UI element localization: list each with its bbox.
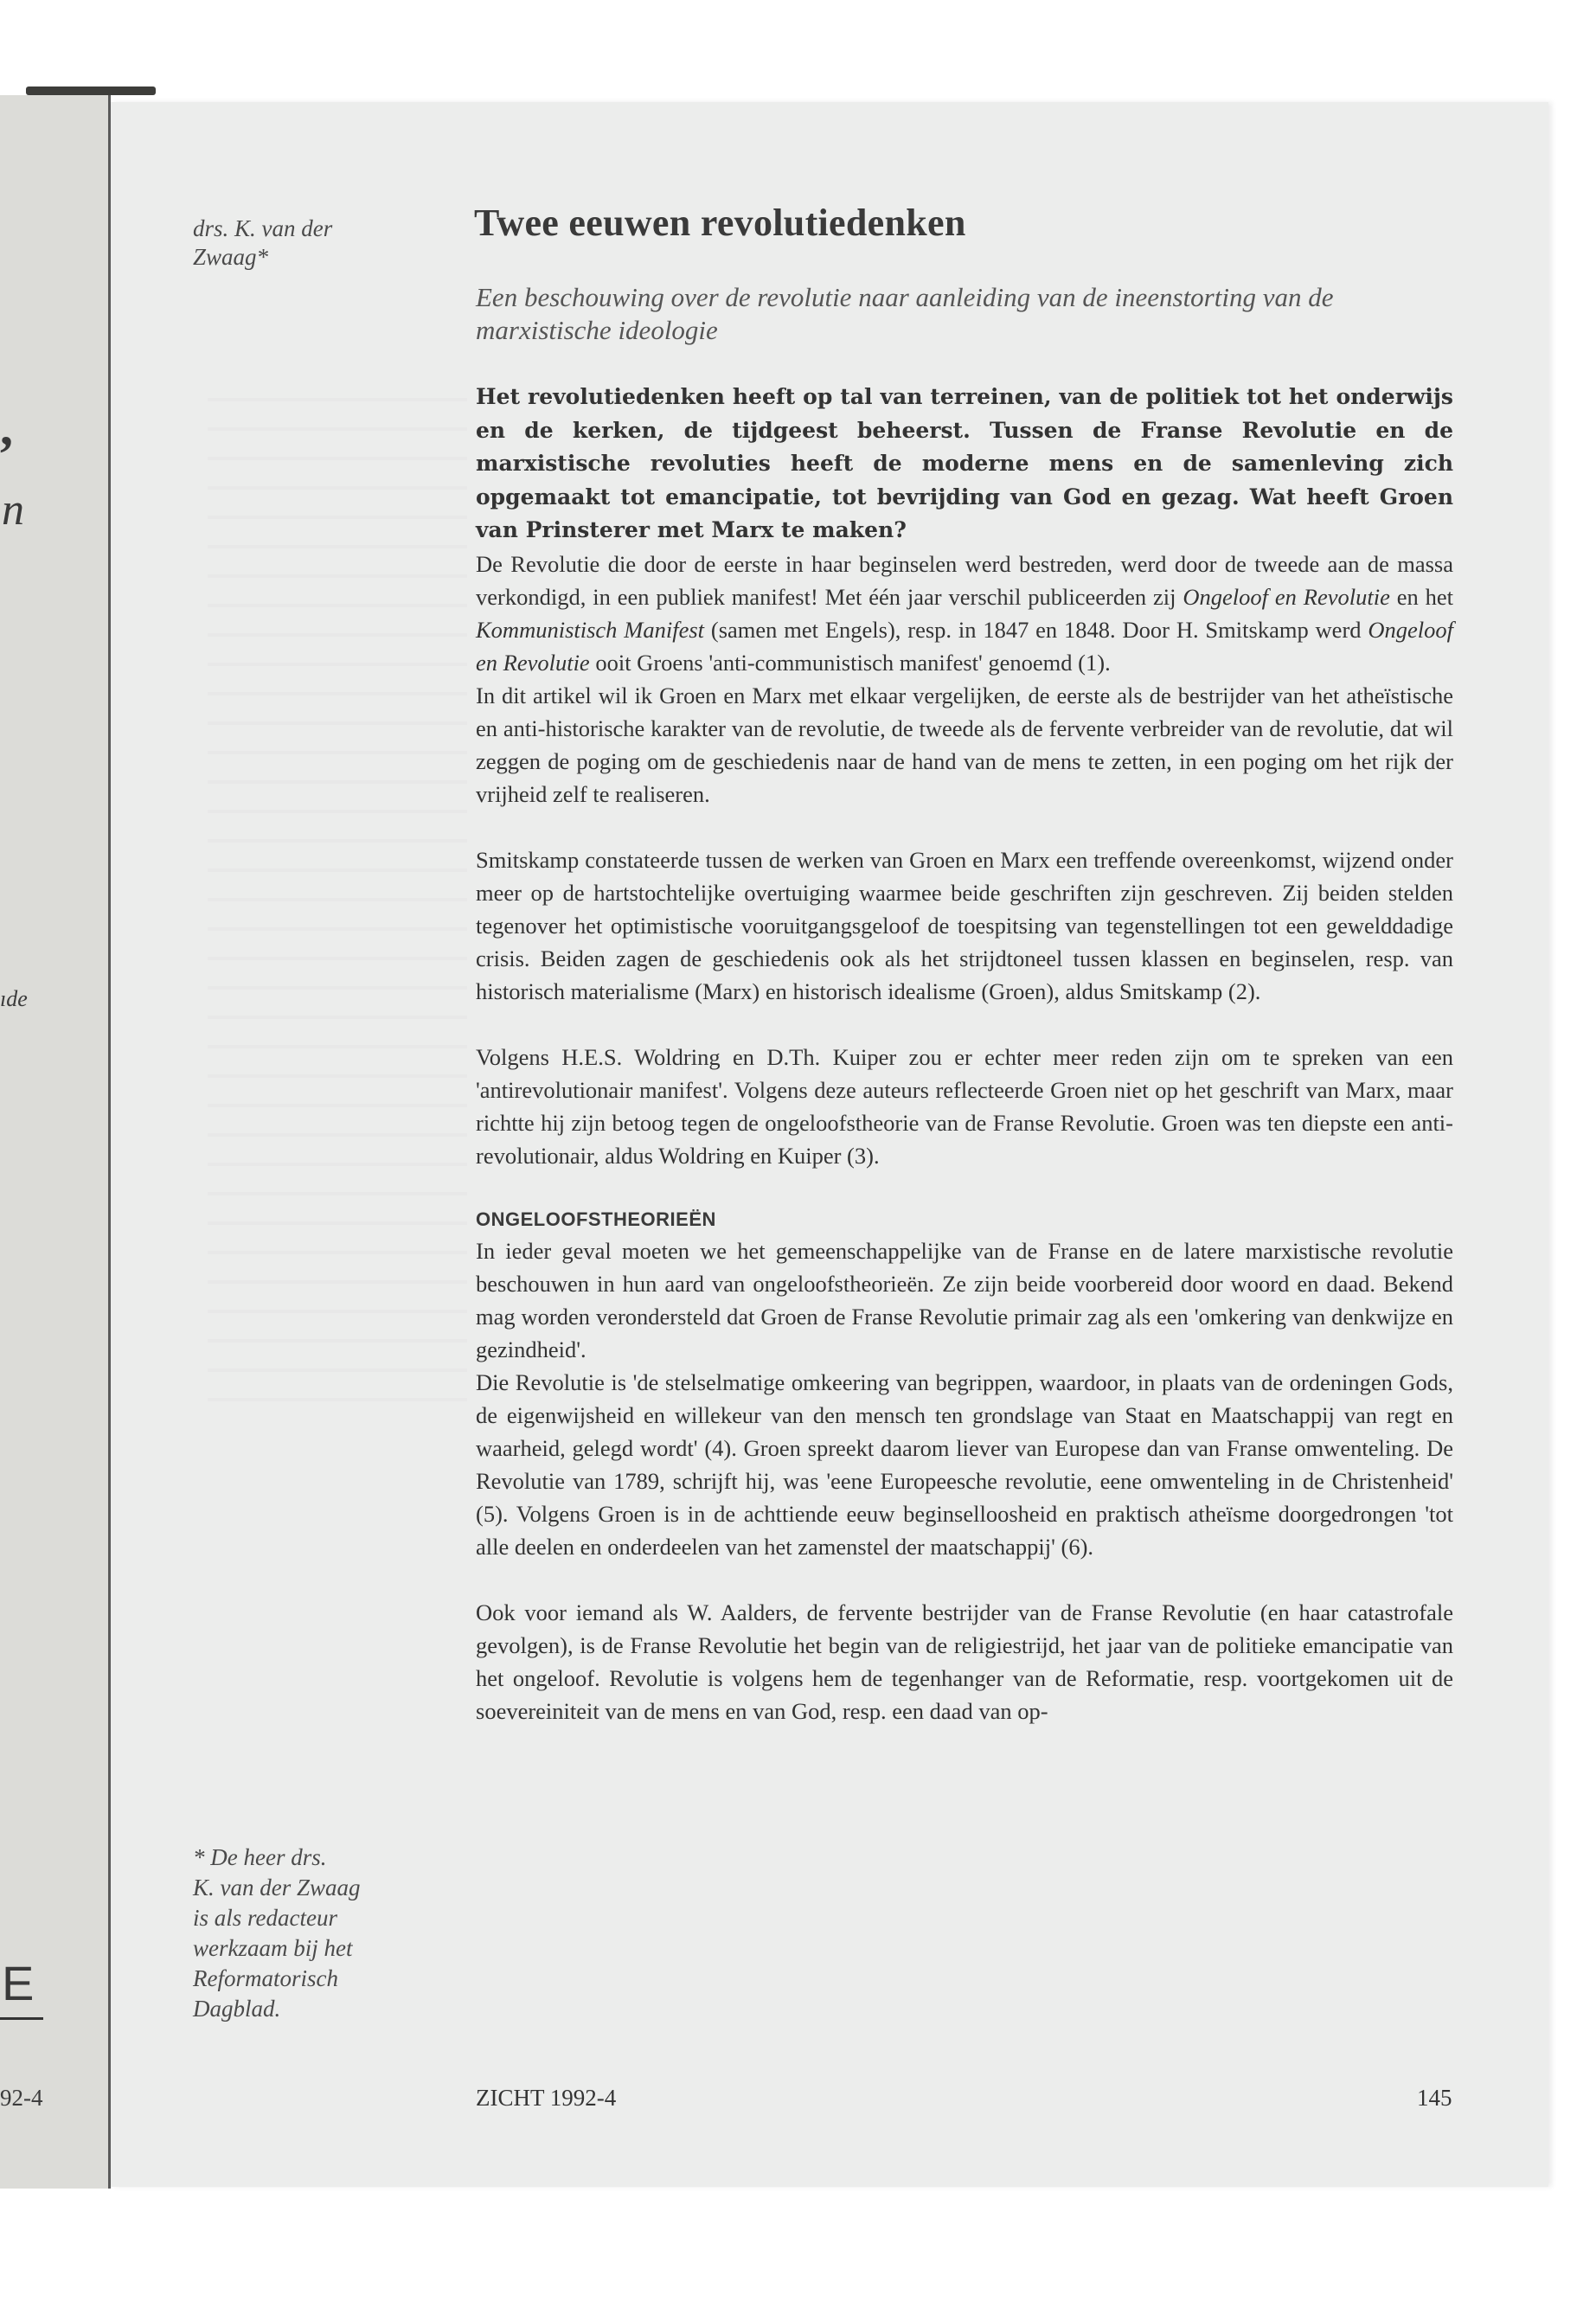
paragraph-5: In ieder geval moeten we het gemeenschappelijke van de Franse en de latere marxistische revolutie beschouwen in hun aard van ongeloofstheorieën. Ze zijn beide voorbereid door woord en daad. Bekend mag worden verondersteld dat Groen de Franse Revolutie primair zag als een 'omkering van denkwijze en gezindheid'. xyxy=(476,1237,1453,1362)
show-through xyxy=(208,372,467,1410)
paragraph-4: Volgens H.E.S. Woldring en D.Th. Kuiper zou er echter meer reden zijn om te spreken van een 'antirevolutionair manifest'. Volgens deze auteurs reflecteerde Groen niet op het geschrift van Marx, maar richtte hij zijn betoog tegen de ongeloofstheorie van de Franse Revolutie. Groen was ten diepste een anti-revolutionair, aldus Woldring en Kuiper (3). xyxy=(476,1043,1453,1169)
left-fragment-3: E xyxy=(2,1956,35,2010)
author-byline xyxy=(193,215,332,272)
left-fragment-4: 92-4 xyxy=(0,2085,43,2111)
article-body xyxy=(476,381,1453,1727)
article-subtitle: Een beschouwing over de revolutie naar aanleiding van de ineenstorting van de marxistische ideologie xyxy=(476,282,1334,345)
author-line-1: drs. K. van der xyxy=(193,215,333,241)
author-line-2: Zwaag* xyxy=(193,244,269,270)
article-title: Twee eeuwen revolutiedenken xyxy=(474,202,966,244)
author-footnote xyxy=(193,1843,361,2024)
paragraph-1: De Revolutie die door de eerste in haar beginselen werd bestreden, werd door de tweede aan de massa verkondigd, in een publiek manifest! Met één jaar verschil publiceerden zij Ongeloof en Revolutie en het Kommunistisch Manifest (samen met Engels), resp. in 1847 en 1848. Door H. Smitskamp werd Ongeloof en Revolutie ooit Groens 'anti-communistisch manifest' genoemd (1). xyxy=(476,550,1453,676)
left-fragment-2: ıde xyxy=(0,986,28,1011)
footnote-line: Dagblad. xyxy=(193,1996,281,2022)
journal-footer: ZICHT 1992-4 xyxy=(476,2085,617,2111)
left-page-edge: , n ıde E 92-4 xyxy=(0,95,111,2189)
paragraph-7: Ook voor iemand als W. Aalders, de fervente bestrijder van de Franse Revolutie (en haar catastrofale gevolgen), is de Franse Revolutie het begin van de religiestrijd, het jaar van de politieke emancipatie van het ongeloof. Revolutie is volgens hem de tegenhanger van de Reformatie, resp. voortgekomen uit de soevereiniteit van de mens en van God, resp. een daad van op- xyxy=(476,1599,1453,1724)
footnote-line: is als redacteur xyxy=(193,1905,337,1931)
intro-paragraph: Het revolutiedenken heeft op tal van terreinen, van de politiek tot het onderwijs en de kerken, de tijdgeest beheerst. Tussen de Franse Revolutie en de marxistische revoluties heeft de moderne mens en de samenleving zich opgemaakt tot emancipatie, tot bevrijding van God en gezag. Wat heeft Groen van Prinsterer met Marx te maken? xyxy=(476,384,1453,542)
binding-edge xyxy=(26,87,156,95)
paragraph-6: Die Revolutie is 'de stelselmatige omkeering van begrippen, waardoor, in plaats van de ordeningen Gods, de eigenwijsheid en willekeur van den mensch ten grondslage van Staat en Maatschappij van regt en waarheid, gelegd wordt' (4). Groen spreekt daarom liever van Europese dan van Franse omwenteling. De Revolutie van 1789, schrijft hij, was 'eene Europeesche revolutie, eene omwenteling in de Christenheid' (5). Volgens Groen is in de achttiende eeuw beginselloosheid en praktisch atheïsme doorgedrongen 'tot alle deelen en onderdeelen van het zamenstel der maatschappij' (6). xyxy=(476,1368,1453,1560)
footnote-line: Reformatorisch xyxy=(193,1965,338,1991)
section-heading: ONGELOOFSTHEORIEËN xyxy=(476,1208,716,1230)
footnote-line: werkzaam bij het xyxy=(193,1935,353,1961)
paragraph-3: Smitskamp constateerde tussen de werken van Groen en Marx een treffende overeenkomst, wijzend onder meer op de hartstochtelijke overtuiging waarmee beide geschriften zijn geschreven. Zij beiden stelden tegenover het optimistische vooruitgangsgeloof de toespitsing van tegenstellingen tot een gewelddadige crisis. Beiden zagen de geschiedenis ook als het strijdtoneel tussen klassen en beginselen, resp. van historisch materialisme (Marx) en historisch idealisme (Groen), aldus Smitskamp (2). xyxy=(476,846,1453,1004)
page-number: 145 xyxy=(1417,2085,1452,2111)
footnote-line: K. van der Zwaag xyxy=(193,1875,361,1900)
left-fragment-1: n xyxy=(2,485,24,535)
paragraph-2: In dit artikel wil ik Groen en Marx met elkaar vergelijken, de eerste als de bestrijder van het atheïstische en anti-historische karakter van de revolutie, de tweede als de fervente verbreider van de revolutie, dat wil zeggen de poging om de geschiedenis naar de hand van de mens te zetten, in een poging om het rijk der vrijheid zelf te realiseren. xyxy=(476,682,1453,807)
footnote-line: * De heer drs. xyxy=(193,1844,327,1870)
